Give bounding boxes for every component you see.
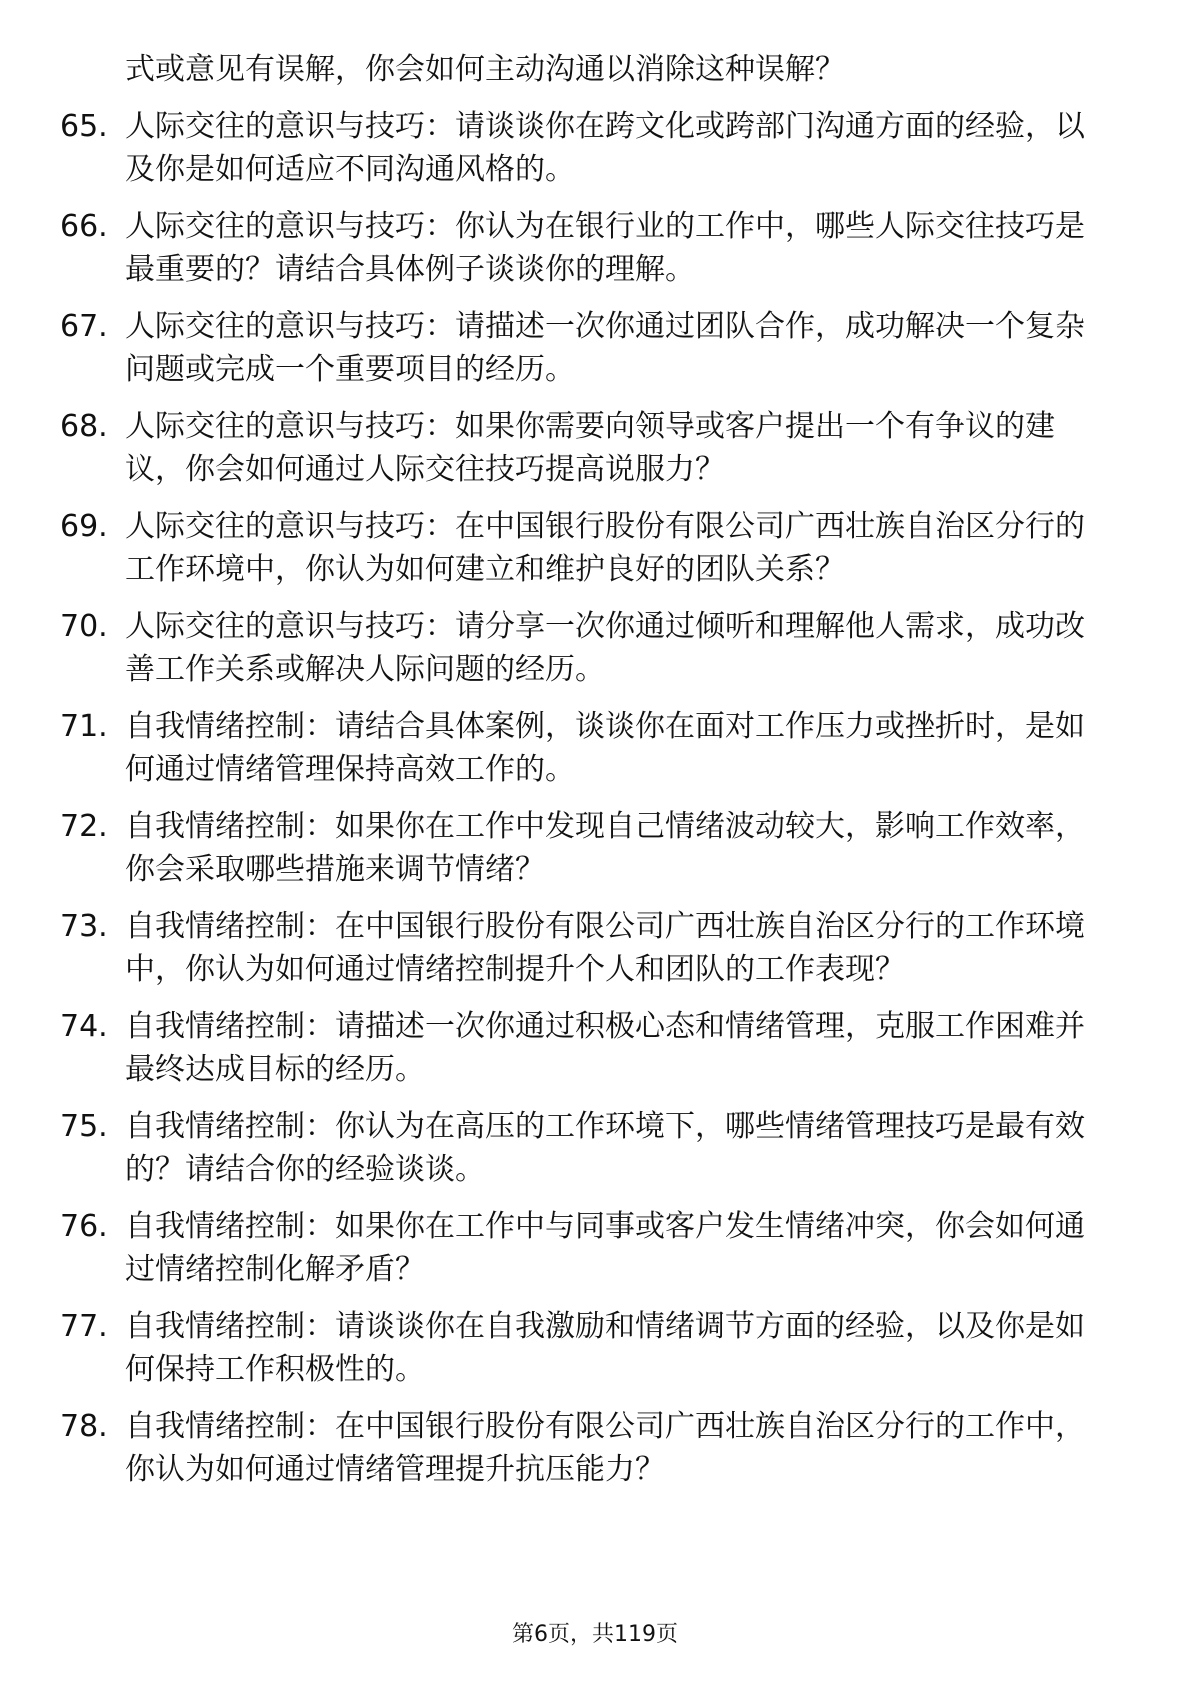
question-text: 自我情绪控制：在中国银行股份有限公司广西壮族自治区分行的工作中，你认为如何通过情绪管理提升抗压能力？	[125, 1409, 1085, 1487]
question-item	[60, 1105, 1110, 1191]
page-footer: 第6页，共119页	[512, 1622, 678, 1647]
question-item	[60, 705, 1110, 791]
question-text: 自我情绪控制：在中国银行股份有限公司广西壮族自治区分行的工作环境中，你认为如何通过情绪控制提升个人和团队的工作表现？	[125, 909, 1085, 987]
question-text: 人际交往的意识与技巧：请描述一次你通过团队合作，成功解决一个复杂问题或完成一个重要项目的经历。	[125, 309, 1085, 387]
question-item	[60, 205, 1110, 291]
question-text: 人际交往的意识与技巧：请谈谈你在跨文化或跨部门沟通方面的经验，以及你是如何适应不同沟通风格的。	[125, 109, 1085, 187]
question-text: 自我情绪控制：如果你在工作中发现自己情绪波动较大，影响工作效率，你会采取哪些措施来调节情绪？	[125, 809, 1085, 887]
question-number: 68.	[60, 409, 108, 444]
question-item	[60, 305, 1110, 391]
question-number: 75.	[60, 1109, 108, 1144]
question-item	[60, 505, 1110, 591]
question-item	[60, 1005, 1110, 1091]
question-text: 人际交往的意识与技巧：你认为在银行业的工作中，哪些人际交往技巧是最重要的？请结合具体例子谈谈你的理解。	[125, 209, 1085, 287]
question-item	[60, 805, 1110, 891]
question-number: 70.	[60, 609, 108, 644]
question-item	[60, 1305, 1110, 1391]
continued-question-text: 式或意见有误解，你会如何主动沟通以消除这种误解？	[125, 52, 845, 87]
question-text: 人际交往的意识与技巧：如果你需要向领导或客户提出一个有争议的建议，你会如何通过人际交往技巧提高说服力？	[125, 409, 1055, 487]
question-list	[60, 48, 1110, 1505]
question-item	[60, 605, 1110, 691]
question-item	[60, 105, 1110, 191]
question-number: 67.	[60, 309, 108, 344]
question-number: 78.	[60, 1409, 108, 1444]
question-number: 71.	[60, 709, 108, 744]
question-item	[60, 405, 1110, 491]
question-text: 自我情绪控制：请谈谈你在自我激励和情绪调节方面的经验，以及你是如何保持工作积极性的。	[125, 1309, 1085, 1387]
question-text: 自我情绪控制：请描述一次你通过积极心态和情绪管理，克服工作困难并最终达成目标的经历。	[125, 1009, 1085, 1087]
question-text: 人际交往的意识与技巧：在中国银行股份有限公司广西壮族自治区分行的工作环境中，你认为如何建立和维护良好的团队关系？	[125, 509, 1085, 587]
question-number: 76.	[60, 1209, 108, 1244]
question-number: 73.	[60, 909, 108, 944]
question-text: 人际交往的意识与技巧：请分享一次你通过倾听和理解他人需求，成功改善工作关系或解决人际问题的经历。	[125, 609, 1085, 687]
question-item	[60, 1405, 1110, 1491]
question-number: 66.	[60, 209, 108, 244]
question-number: 77.	[60, 1309, 108, 1344]
question-item	[60, 1205, 1110, 1291]
question-number: 65.	[60, 109, 108, 144]
question-number: 72.	[60, 809, 108, 844]
question-text: 自我情绪控制：如果你在工作中与同事或客户发生情绪冲突，你会如何通过情绪控制化解矛盾？	[125, 1209, 1085, 1287]
question-text: 自我情绪控制：你认为在高压的工作环境下，哪些情绪管理技巧是最有效的？请结合你的经验谈谈。	[125, 1109, 1085, 1187]
question-number: 69.	[60, 509, 108, 544]
question-text: 自我情绪控制：请结合具体案例，谈谈你在面对工作压力或挫折时，是如何通过情绪管理保持高效工作的。	[125, 709, 1085, 787]
question-item	[60, 905, 1110, 991]
question-number: 74.	[60, 1009, 108, 1044]
